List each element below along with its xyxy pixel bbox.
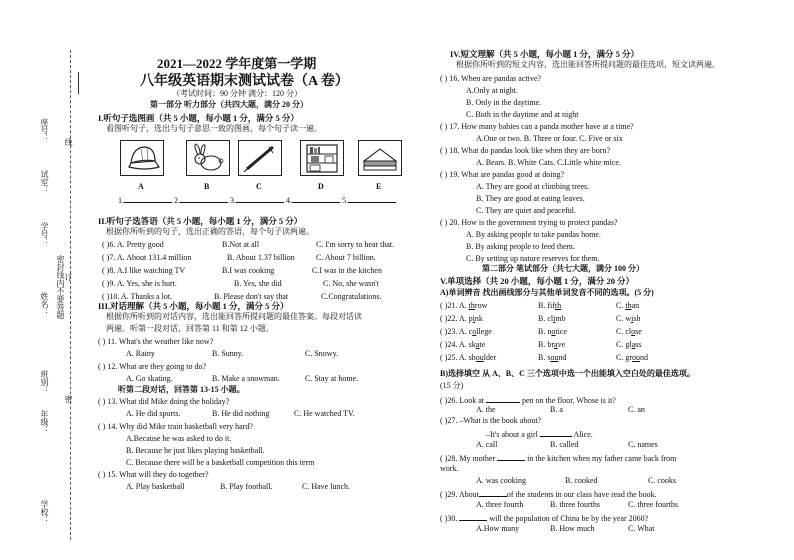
picture-e — [358, 140, 402, 176]
answer-label-5: 5. — [342, 196, 348, 205]
q20-option-b: B. By asking people to feed them. — [466, 242, 575, 251]
section3-instruction-1: 根据你所听到的对话内容，选出能回答所提问题的最佳答案。每段对话读 — [106, 312, 362, 321]
q8-option-c: C.I was in the kitchen — [312, 266, 382, 275]
q22-option-c: C. wish — [616, 314, 641, 323]
answer-blank-2[interactable] — [180, 194, 228, 203]
q11-option-c: C. Snowy. — [305, 349, 339, 358]
answer-label-1: 1. — [118, 196, 124, 205]
q29-option-a: A. three fourth — [476, 500, 524, 509]
section5b-title: B)选择填空 从 A、B、C 三个选项中选一个出能填入空白处的最佳选项。 — [440, 369, 695, 378]
q23-option-b: B. notice — [538, 327, 567, 336]
section3-instruction-3: 听第二段对话，回答第 13-15 小题。 — [118, 385, 245, 394]
field-name-label: 姓名： — [40, 292, 49, 316]
answer-label-3: 3. — [230, 196, 236, 205]
q20-stem: ( ) 20. How is the government trying to protect pandas? — [440, 218, 618, 227]
q22-row: ( )22. A. pink — [440, 314, 483, 323]
picture-letter-c: C — [256, 182, 262, 191]
picture-b — [186, 140, 230, 176]
q21-a-ul: th — [468, 301, 475, 310]
q7-option-b: B. About 1.37 billion — [227, 253, 295, 262]
q28-option-c: C. cooks — [648, 476, 676, 485]
q11-option-b: B. Sunny. — [212, 349, 244, 358]
answer-blank-4[interactable] — [292, 194, 340, 203]
q19-option-b: B. They are good at eating leaves. — [476, 194, 585, 203]
q14-option-b: B. Because he just likes playing basketball. — [126, 446, 265, 455]
q25-option-b: B. sound — [538, 353, 567, 362]
q23-row: ( )23. A. college — [440, 327, 492, 336]
bookcase-icon — [301, 141, 343, 175]
q19-option-c: C. They are quiet and peaceful. — [476, 206, 577, 215]
section4-instruction: 根据你所听到的短文内容，选出能回答所提问题的最佳选项，短文读两遍。 — [456, 60, 720, 69]
q18-options: A. Bears. B. White Cats. C.Little white mice. — [476, 158, 621, 167]
q12-option-b: B. Make a snowman. — [212, 374, 280, 383]
q27-option-a: A. call — [476, 440, 498, 449]
q30-option-a: A.How many — [476, 524, 520, 533]
q21-option-c: C. than — [616, 301, 640, 310]
picture-letter-d: D — [318, 182, 324, 191]
q13-option-b: B. He did nothing — [212, 409, 270, 418]
picture-letter-a: A — [138, 182, 144, 191]
q24-option-c: C. glass — [616, 340, 642, 349]
section2-instruction: 根据你所听到的句子，选出正确的答语，每个句子读两遍。 — [106, 227, 314, 236]
q15-option-a: A. Play basketball — [126, 482, 185, 491]
q6-stem: ( )6. A. Pretty good — [102, 240, 164, 249]
section5-title: V.单项选择（共 20 小题，每小题 1 分，满分 20 分） — [440, 276, 635, 286]
q28-option-b: B. cooked — [565, 476, 598, 485]
q29-blank[interactable] — [479, 488, 507, 497]
q27-option-c: C. names — [628, 440, 658, 449]
q21-row — [440, 301, 487, 311]
q28-stem: ( )28. My mother in the kitchen when my father came back from — [440, 454, 677, 463]
q26-option-c: C. an — [628, 405, 645, 414]
q29-option-b: B. three fourths — [550, 500, 600, 509]
q9-stem: ( )9. A. Yes, she is hurt. — [102, 279, 177, 288]
rabbit-icon — [187, 141, 229, 175]
q20-option-a: A. By asking people to take pandas home. — [466, 230, 601, 239]
q26-stem: ( )26. Look at pen on the floor. Whose is it? — [440, 396, 616, 405]
exam-subtitle: 八年级英语期末测试试卷（A 卷） — [140, 74, 349, 89]
section3-title: III.对话理解（共 5 小题，每小题 1 分，满分 5 分） — [98, 301, 289, 311]
q13-option-c: C. He watched TV. — [294, 409, 355, 418]
field-student-id-label: 学号： — [40, 222, 49, 246]
q28-blank[interactable] — [497, 452, 525, 461]
q12-option-c: C. Stay at home. — [305, 374, 359, 383]
q27-stem: ( )27. –What is the book about? — [440, 416, 542, 425]
section1-title: I.听句子选图画（共 5 小题，每小题 1 分，满分 5 分） — [98, 113, 299, 123]
sandwich-icon — [359, 141, 401, 175]
section2-title: II.听句子选答语（共 5 小题，每小题 1 分，满分 5 分） — [98, 216, 303, 226]
q15-option-c: C. Have lunch. — [302, 482, 350, 491]
field-school-label: 学校： — [40, 500, 49, 524]
exam-info: （考试时间：90 分钟 满分：120 分） — [172, 89, 302, 98]
answer-label-4: 4. — [286, 196, 292, 205]
exam-title: 2021—2022 学年度第一学期 — [157, 56, 317, 71]
q9-option-b: B. Yes, she did — [234, 279, 282, 288]
q21-stem: ( )21. A. — [440, 301, 469, 310]
q15-stem: ( ) 15. What will they do together? — [98, 470, 209, 479]
section1-answer-row — [118, 194, 396, 206]
answer-label-2: 2. — [174, 196, 180, 205]
q21-a-rest: row — [474, 301, 488, 310]
q30-stem: ( )30. will the population of China be by the year 2060? — [440, 514, 649, 523]
q25-option-c: C. ground — [616, 353, 648, 362]
q7-stem: ( )7. A. About 131.4 million — [102, 253, 192, 262]
field-class-label: 班别： — [40, 370, 49, 394]
q12-option-a: A. Go skating. — [126, 374, 173, 383]
q12-stem: ( ) 12. What are they going to do? — [98, 362, 207, 371]
q29-stem: ( )29. About of the students in our class have read the book. — [440, 490, 657, 499]
q14-option-c: C. Because there will be a basketball competition this term — [126, 458, 315, 467]
q6-option-c: C. I'm sorry to hear that. — [316, 240, 395, 249]
q21-option-b: B. fifth — [538, 301, 562, 310]
q15-option-b: B. Play football. — [220, 482, 273, 491]
seal-mark-mi: 密 — [64, 395, 73, 403]
q13-stem: ( ) 13. What did Mike doing the holiday? — [98, 397, 230, 406]
q10-option-c: C.Congratulations. — [321, 292, 382, 301]
q27-blank[interactable] — [540, 428, 572, 437]
seal-mark-xian: 线 — [64, 138, 73, 146]
q9-option-c: C. No, she wasn't — [323, 279, 379, 288]
binding-tick — [78, 72, 79, 94]
q24-option-b: B. brave — [538, 340, 566, 349]
q19-option-a: A. They are good at climbing trees. — [476, 182, 590, 191]
q18-stem: ( ) 18. What do pandas look like when they are born? — [440, 146, 611, 155]
q30-option-c: C. What — [628, 524, 655, 533]
field-exam-room-label: 试室： — [40, 170, 49, 194]
q26-blank[interactable] — [486, 394, 520, 403]
picture-d — [300, 140, 344, 176]
q25-row: ( )25. A. shoulder — [440, 353, 497, 362]
section5a-title: A)单词辨音 找出画线部分与其他单词发音不同的选项。(5 分) — [440, 288, 654, 297]
pen-icon — [239, 141, 281, 175]
q19-stem: ( ) 19. What are pandas good at doing? — [440, 170, 565, 179]
q7-option-c: C. About 7 billion. — [316, 253, 376, 262]
q8-stem: ( )8. A.I like watching TV — [102, 266, 186, 275]
field-grade-label: 年级： — [40, 410, 49, 434]
picture-letter-e: E — [376, 182, 382, 191]
q10-stem: ( )10. A. Thanks a lot. — [102, 292, 173, 301]
q17-stem: ( ) 17. How many babies can a panda mother have at a time? — [440, 122, 634, 131]
section5b-score: (15 分) — [440, 381, 464, 390]
binding-dashed-line — [70, 50, 71, 540]
q20-option-c: C. By setting up nature reserves for them. — [466, 254, 600, 263]
q16-option-a: A.Only at night. — [466, 86, 518, 95]
picture-a — [120, 140, 164, 176]
q16-stem: ( ) 16. When are pandas active? — [440, 74, 541, 83]
q8-option-b: B.I was cooking — [222, 266, 275, 275]
answer-blank-1[interactable] — [124, 194, 172, 203]
q27-line2: –It's about a girl Alice. — [486, 430, 593, 439]
answer-blank-3[interactable] — [236, 194, 284, 203]
q30-blank[interactable] — [459, 512, 487, 521]
picture-c — [238, 140, 282, 176]
q11-option-a: A. Rainy — [126, 349, 155, 358]
q30-option-b: B. How much — [550, 524, 595, 533]
section1-instruction: 看图听句子，选出与句子意思一致的图画，每个句子读一遍。 — [106, 124, 322, 133]
picture-letter-b: B — [204, 182, 210, 191]
q14-stem: ( ) 14. Why did Mike train basketball very hard? — [98, 422, 253, 431]
cap-icon — [121, 141, 163, 175]
q22-option-b: B. climb — [538, 314, 566, 323]
q28-option-a: A. was cooking — [476, 476, 526, 485]
q23-option-c: C. close — [616, 327, 642, 336]
field-number-label: 座号： — [40, 118, 49, 142]
part1-heading: 第一部分 听力部分（共四大题，满分 20 分） — [150, 100, 308, 109]
seal-notice: 密封线内不要答题 — [56, 255, 65, 319]
answer-blank-5[interactable] — [348, 194, 396, 203]
q26-option-a: A. the — [476, 405, 496, 414]
q16-option-b: B. Only in the daytime. — [466, 98, 542, 107]
q29-option-c: C. three fourths — [628, 500, 678, 509]
q28-continuation: work. — [440, 464, 459, 473]
q17-options: A.One or two. B. Three or four. C. Five or six — [476, 134, 623, 143]
q6-option-b: B.Not at all — [222, 240, 260, 249]
section3-instruction-2: 两遍。听第一段对话，回答第 11 和第 12 小题。 — [106, 324, 274, 333]
part2-heading: 第二部分 笔试部分（共七大题，满分 100 分） — [482, 264, 644, 273]
seal-mark-ding: 订 — [64, 273, 73, 281]
q16-option-c: C. Both in the daytime and at night — [466, 110, 579, 119]
q13-option-a: A. He did sports. — [126, 409, 181, 418]
q27-option-b: B. called — [550, 440, 579, 449]
q10-option-b: B. Please don't say that — [214, 292, 289, 301]
q14-option-a: A.Because he was asked to do it. — [126, 434, 232, 443]
section4-title: IV.短文理解（共 5 小题，每小题 1 分，满分 5 分） — [450, 49, 639, 59]
q24-row: ( )24. A. skate — [440, 340, 486, 349]
q26-option-b: B. a — [550, 405, 563, 414]
q11-stem: ( ) 11. What's the weather like now? — [98, 337, 214, 346]
